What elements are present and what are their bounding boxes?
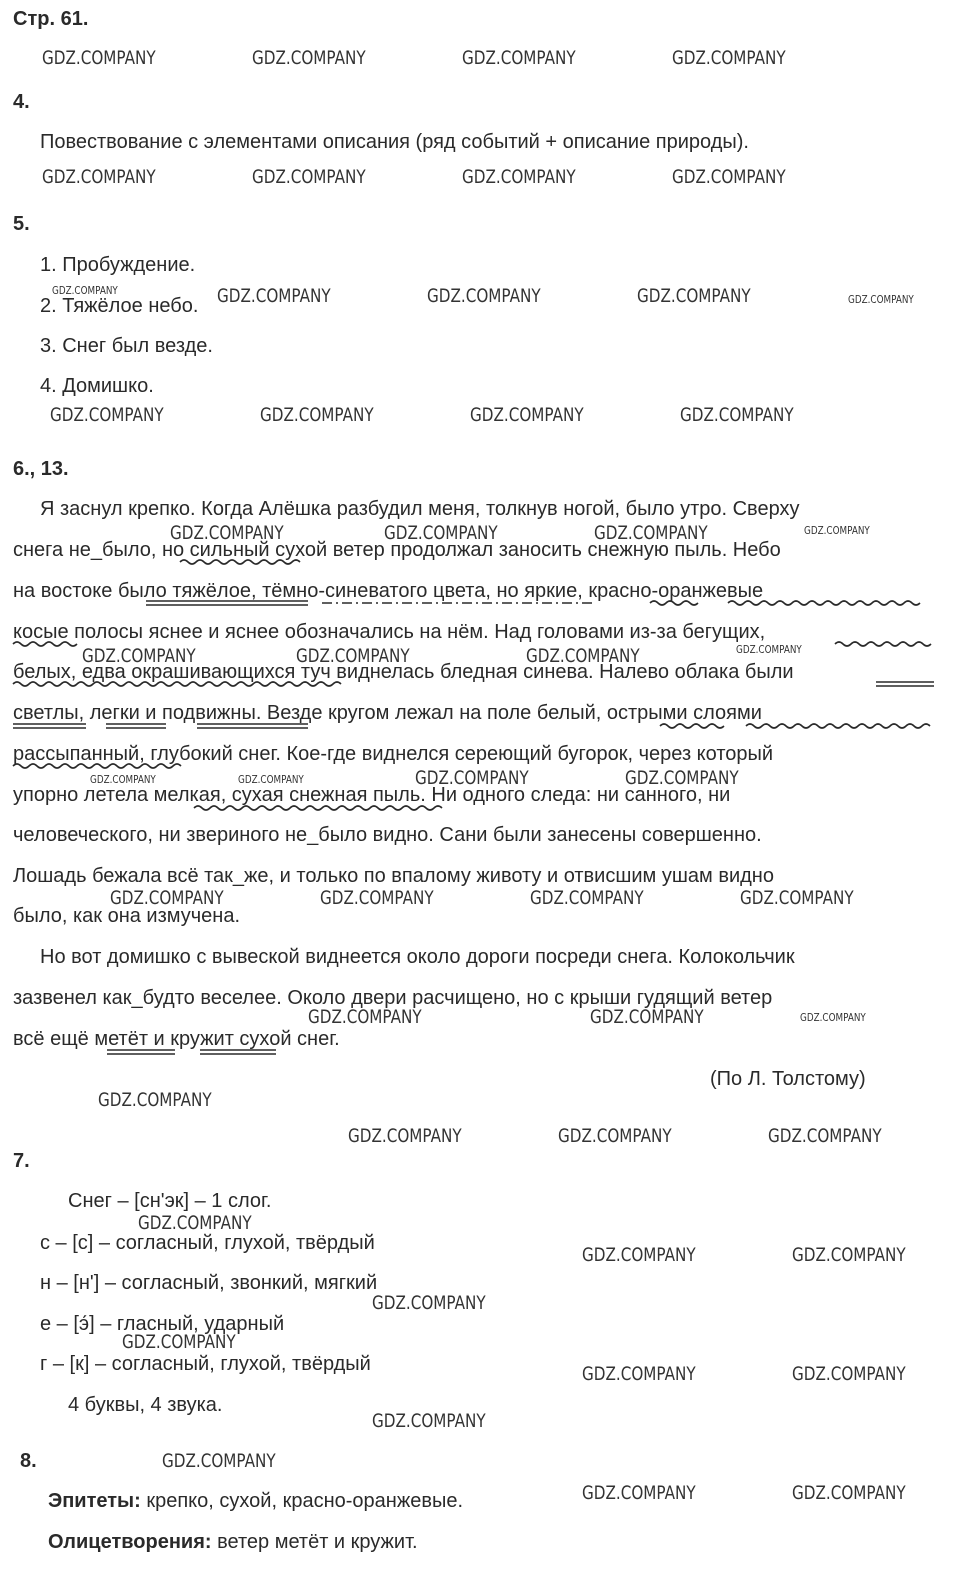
watermark: GDZ.COMPANY xyxy=(594,522,708,544)
watermark: GDZ.COMPANY xyxy=(792,1482,906,1504)
watermark: GDZ.COMPANY xyxy=(800,1011,866,1024)
watermark: GDZ.COMPANY xyxy=(462,47,576,69)
task8-number: 8. xyxy=(20,1450,37,1472)
watermark: GDZ.COMPANY xyxy=(308,1006,422,1028)
watermark: GDZ.COMPANY xyxy=(415,767,529,789)
watermark: GDZ.COMPANY xyxy=(590,1006,704,1028)
text-line: белых, едва окрашивающихся туч виднелась бледная синева. Налево облака были xyxy=(13,661,794,683)
watermark: GDZ.COMPANY xyxy=(217,285,331,307)
wavy-underline xyxy=(746,724,930,728)
watermark: GDZ.COMPANY xyxy=(582,1244,696,1266)
text-line: Но вот домишко с вывеской виднеется около дороги посреди снега. Колокольчик xyxy=(40,946,795,968)
watermark: GDZ.COMPANY xyxy=(110,887,224,909)
watermark: GDZ.COMPANY xyxy=(848,293,914,306)
task4-number: 4. xyxy=(13,91,30,113)
watermark: GDZ.COMPANY xyxy=(162,1450,276,1472)
text-line: светлы, легки и подвижны. Везде кругом лежал на поле белый, острыми слоями xyxy=(13,702,762,724)
watermark: GDZ.COMPANY xyxy=(792,1244,906,1266)
wavy-underline xyxy=(194,806,442,810)
watermark: GDZ.COMPANY xyxy=(625,767,739,789)
watermark: GDZ.COMPANY xyxy=(582,1363,696,1385)
watermark: GDZ.COMPANY xyxy=(740,887,854,909)
text-line: Лошадь бежала всё так_же, и только по впалому животу и отвисшим ушам видно xyxy=(13,865,774,887)
watermark: GDZ.COMPANY xyxy=(296,645,410,667)
text-line: Я заснул крепко. Когда Алёшка разбудил меня, толкнув ногой, было утро. Сверху xyxy=(40,498,800,520)
watermark: GDZ.COMPANY xyxy=(768,1125,882,1147)
watermark: GDZ.COMPANY xyxy=(384,522,498,544)
task7-number: 7. xyxy=(13,1150,30,1172)
watermark: GDZ.COMPANY xyxy=(52,284,118,297)
watermark: GDZ.COMPANY xyxy=(138,1212,252,1234)
phonetic-line: г – [к] – согласный, глухой, твёрдый xyxy=(40,1353,371,1375)
text-line: всё ещё метёт и кружит сухой снег. xyxy=(13,1028,340,1050)
task6-number: 6., 13. xyxy=(13,458,69,480)
watermark: GDZ.COMPANY xyxy=(260,404,374,426)
watermark: GDZ.COMPANY xyxy=(238,773,304,786)
text-line: косые полосы яснее и яснее обозначались на нём. Над головами из-за бегущих, xyxy=(13,621,766,643)
wavy-underline xyxy=(660,724,724,728)
watermark: GDZ.COMPANY xyxy=(170,522,284,544)
phonetic-line: Снег – [сн'эк] – 1 слог. xyxy=(68,1190,272,1212)
phonetic-line: е – [э́] – гласный, ударный xyxy=(40,1313,285,1335)
source-attribution: (По Л. Толстому) xyxy=(710,1068,866,1090)
watermark: GDZ.COMPANY xyxy=(42,166,156,188)
watermark: GDZ.COMPANY xyxy=(320,887,434,909)
watermark: GDZ.COMPANY xyxy=(50,404,164,426)
task4-text: Повествование с элементами описания (ряд событий + описание природы). xyxy=(40,131,749,153)
text-line: рассыпанный, глубокий снег. Кое-где виднелся сереющий бугорок, через который xyxy=(13,743,774,765)
watermark: GDZ.COMPANY xyxy=(470,404,584,426)
plan-item: 4. Домишко. xyxy=(40,375,154,397)
plan-item: 2. Тяжёлое небо. xyxy=(40,295,199,317)
watermark: GDZ.COMPANY xyxy=(348,1125,462,1147)
watermark: GDZ.COMPANY xyxy=(672,47,786,69)
plan-item: 1. Пробуждение. xyxy=(40,254,196,276)
personification-text: ветер метёт и кружит. xyxy=(211,1531,418,1553)
watermark: GDZ.COMPANY xyxy=(122,1331,236,1353)
watermark: GDZ.COMPANY xyxy=(637,285,751,307)
wavy-underline xyxy=(13,764,181,768)
wavy-underline xyxy=(13,642,77,646)
page-label: Стр. 61. xyxy=(13,8,89,30)
text-line: на востоке было тяжёлое, тёмно-синеватого цвета, но яркие, красно-оранжевые xyxy=(13,580,764,602)
wavy-underline xyxy=(650,601,698,605)
watermark: GDZ.COMPANY xyxy=(252,47,366,69)
text-line: было, как она измучена. xyxy=(13,905,241,927)
plan-item: 3. Снег был везде. xyxy=(40,335,213,357)
watermark: GDZ.COMPANY xyxy=(736,643,802,656)
wavy-underline xyxy=(728,601,920,605)
watermark: GDZ.COMPANY xyxy=(558,1125,672,1147)
watermark: GDZ.COMPANY xyxy=(530,887,644,909)
wavy-underline xyxy=(835,642,931,646)
phonetic-line: с – [с] – согласный, глухой, твёрдый xyxy=(40,1232,375,1254)
watermark: GDZ.COMPANY xyxy=(804,524,870,537)
watermark: GDZ.COMPANY xyxy=(427,285,541,307)
watermark: GDZ.COMPANY xyxy=(90,773,156,786)
text-line: упорно летела мелкая, сухая снежная пыль. Ни одного следа: ни санного, ни xyxy=(13,784,731,806)
text-line: человеческого, ни звериного не_было видно. Сани были занесены совершенно. xyxy=(13,824,762,846)
watermark: GDZ.COMPANY xyxy=(462,166,576,188)
watermark: GDZ.COMPANY xyxy=(42,47,156,69)
watermark: GDZ.COMPANY xyxy=(82,645,196,667)
wavy-underline xyxy=(13,682,341,686)
text-line: снега не_было, но сильный сухой ветер продолжал заносить снежную пыль. Небо xyxy=(13,539,781,561)
task5-number: 5. xyxy=(13,213,30,235)
text-line: зазвенел как_будто веселее. Около двери расчищено, но с крыши гудящий ветер xyxy=(13,987,773,1009)
epithets-label: Эпитеты: xyxy=(48,1490,141,1512)
watermark: GDZ.COMPANY xyxy=(526,645,640,667)
watermark: GDZ.COMPANY xyxy=(372,1292,486,1314)
personification-line xyxy=(48,1531,418,1554)
epithets-text: крепко, сухой, красно-оранжевые. xyxy=(140,1490,463,1512)
watermark: GDZ.COMPANY xyxy=(252,166,366,188)
personification-label: Олицетворения: xyxy=(48,1531,212,1553)
epithets-line xyxy=(48,1490,463,1513)
phonetic-line: 4 буквы, 4 звука. xyxy=(68,1394,223,1416)
wavy-underline xyxy=(180,560,300,564)
watermark: GDZ.COMPANY xyxy=(792,1363,906,1385)
watermark: GDZ.COMPANY xyxy=(680,404,794,426)
watermark: GDZ.COMPANY xyxy=(372,1410,486,1432)
watermark: GDZ.COMPANY xyxy=(582,1482,696,1504)
watermark: GDZ.COMPANY xyxy=(98,1089,212,1111)
phonetic-line: н – [н'] – согласный, звонкий, мягкий xyxy=(40,1272,378,1294)
watermark: GDZ.COMPANY xyxy=(672,166,786,188)
